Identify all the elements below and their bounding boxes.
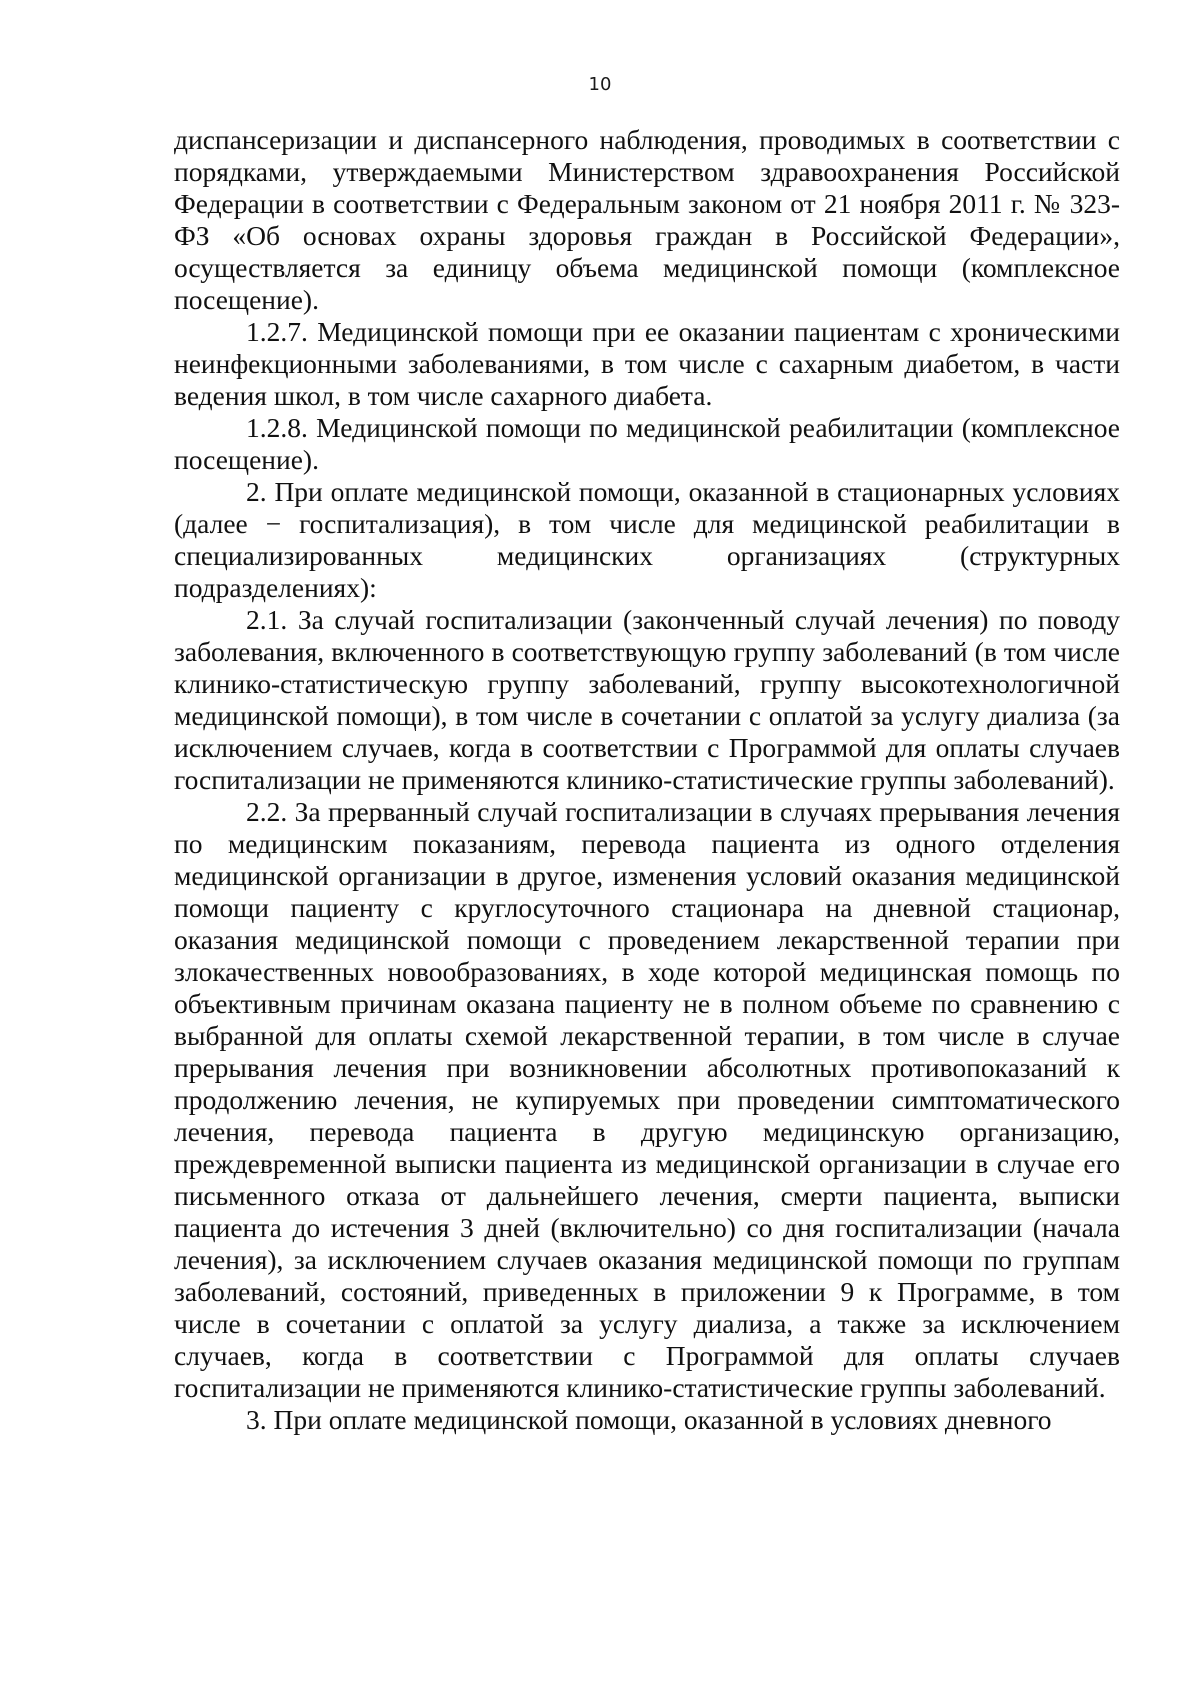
paragraph-3: 3. При оплате медицинской помощи, оказанной в условиях дневного: [246, 1404, 1052, 1435]
paragraph-2: 2. При оплате медицинской помощи, оказанной в стационарных условиях (далее − госпитализация), в том числе для медицинской реабилитации в специализированных медицинских организациях (структурных подразделениях):: [174, 476, 1120, 603]
paragraph-2-2: 2.2. За прерванный случай госпитализации в случаях прерывания лечения по медицинским показаниям, перевода пациента из одного отделения медицинской организации в другое, изменения условий оказания медицинской помощи пациенту с круглосуточного стационара на дневной стационар, оказания медицинской помощи с проведением лекарственной терапии при злокачественных новообразованиях, в ходе которой медицинская помощь по объективным причинам оказана пациенту не в полном объеме по сравнению с выбранной для оплаты схемой лекарственной терапии, в том числе в случае прерывания лечения при возникновении абсолютных противопоказаний к продолжению лечения, не купируемых при проведении симптоматического лечения, перевода пациента в другую медицинскую организацию, преждевременной выписки пациента из медицинской организации в случае его письменного отказа от дальнейшего лечения, смерти пациента, выписки пациента до истечения 3 дней (включительно) со дня госпитализации (начала лечения), за исключением случаев оказания медицинской помощи по группам заболеваний, состояний, приведенных в приложении 9 к Программе, в том числе в сочетании с оплатой за услугу диализа, а также за исключением случаев, когда в соответствии с Программой для оплаты случаев госпитализации не применяются клинико-статистические группы заболеваний.: [174, 796, 1120, 1403]
paragraph-2-1: 2.1. За случай госпитализации (законченный случай лечения) по поводу заболевания, включенного в соответствующую группу заболеваний (в том числе клинико-статистическую группу заболеваний, группу высокотехнологичной медицинской помощи), в том числе в сочетании с оплатой за услугу диализа (за исключением случаев, когда в соответствии с Программой для оплаты случаев госпитализации не применяются клинико-статистические группы заболеваний).: [174, 604, 1120, 795]
paragraph-1-2-8: 1.2.8. Медицинской помощи по медицинской реабилитации (комплексное посещение).: [174, 412, 1120, 475]
paragraph-1-2-7: 1.2.7. Медицинской помощи при ее оказании пациентам с хроническими неинфекционными заболеваниями, в том числе с сахарным диабетом, в части ведения школ, в том числе сахарного диабета.: [174, 316, 1120, 411]
page-number: 10: [588, 74, 612, 95]
paragraph-continuation: диспансеризации и диспансерного наблюдения, проводимых в соответствии с порядками, утверждаемыми Министерством здравоохранения Российской Федерации в соответствии с Федеральным законом от 21 ноября 2011 г. № 323-ФЗ «Об основах охраны здоровья граждан в Российской Федерации», осуществляется за единицу объема медицинской помощи (комплексное посещение).: [174, 124, 1120, 315]
document-body: [174, 124, 1120, 1436]
